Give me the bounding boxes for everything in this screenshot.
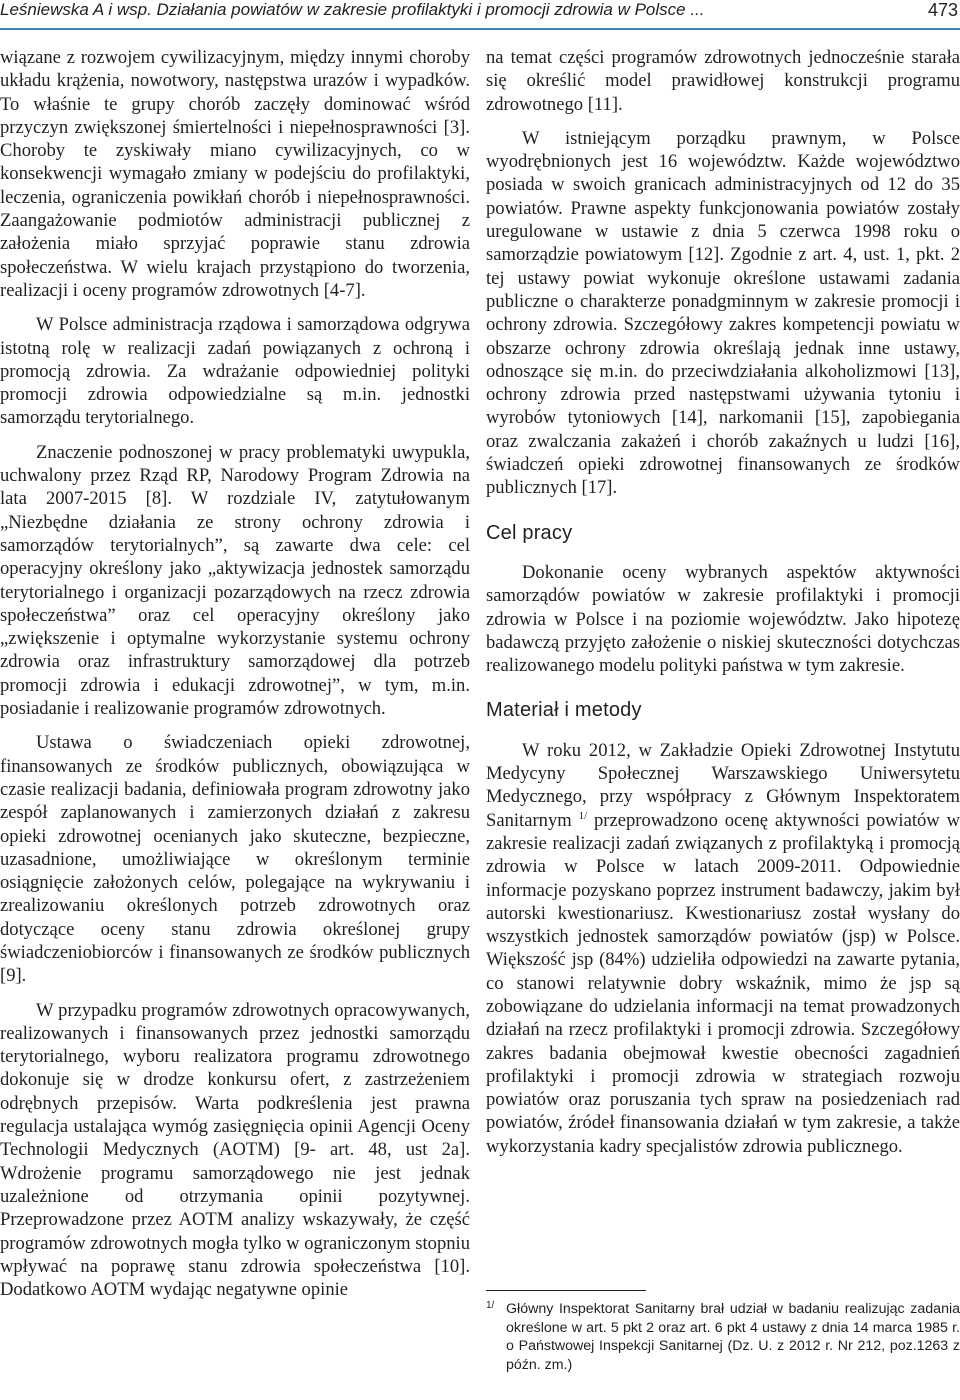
paragraph: Dokonanie oceny wybranych aspektów aktywności samorządów powiatów w zakresie profilaktyki i promocji zdrowia w Polsce i na poziomie województw. Jako hipotezę badawczą przyjęto założenie o niskiej skuteczności dotychczas realizowanego modelu polityki państwa w tym zakresie. (486, 561, 960, 677)
paragraph (486, 739, 960, 1158)
header-rule (0, 28, 960, 30)
footnote-reference[interactable]: 1/ (578, 809, 588, 822)
paragraph: na temat części programów zdrowotnych jednocześnie starała się określić model prawidłowej konstrukcji programu zdrowotnego [11]. (486, 47, 960, 115)
paragraph: W Polsce administracja rządowa i samorządowa odgrywa istotną rolę w realizacji zadań powiązanych z ochroną i promocją zdrowia. Za wdrażanie odpowiedniej polityki promocji zdrowia odpowiedzialne są m.in. jednostki samorządu terytorialnego. (0, 314, 470, 429)
paragraph-text: W roku 2012, w Zakładzie Opieki Zdrowotnej Instytutu Medycyny Społecznej Warszawskiego Uniwersytetu Medycznego, przy współpracy z Głównym Inspektoratem Sanitarnym (486, 739, 960, 831)
page-number: 473 (927, 0, 958, 20)
paragraph: W istniejącym porządku prawnym, w Polsce wyodrębnionych jest 16 województw. Każde województwo posiada w swoich granicach administracyjnych od 12 do 35 powiatów. Prawne aspekty funkcjonowania powiatów zostały uregulowane w ustawie z dnia 5 czerwca 1998 roku o samorządzie powiatowym [12]. Zgodnie z art. 4, ust. 1, pkt. 2 tej ustawy powiat wykonuje określone ustawami zadania publiczne o charakterze ponadgminnym w zakresie promocji i ochrony zdrowia. Szczegółowy zakres kompetencji powiatu w obszarze ochrony zdrowia określają jednak inne ustawy, odnoszące się m.in. do przeciwdziałania alkoholizmowi [13], ochrony zdrowia przed następstwami używania tytoniu i wyrobów tytoniowych [14], narkomanii [15], zapobiegania oraz zwalczania zakażeń i chorób zakaźnych u ludzi [16], świadczeń opieki zdrowotnej finansowanych ze środków publicznych [17]. (486, 127, 960, 499)
paragraph: W przypadku programów zdrowotnych opracowywanych, realizowanych i finansowanych przez jednostki samorządu terytorialnego, wyboru realizatora programu zdrowotnego dokonuje się w drodze konkursu ofert, z zastrzeżeniem odrębnych przepisów. Warta podkreślenia jest prawna regulacja ustalająca wymóg zasięgnięcia opinii Agencji Oceny Technologii Medycznych (AOTM) [9- art. 48, ust 2a]. Wdrożenie programu samorządowego nie jest jednak uzależnione od otrzymania opinii pozytywnej. Przeprowadzone przez AOTM analizy wskazywały, że część programów zdrowotnych mogła tylko w ograniczonym stopniu wpływać na poprawę stanu zdrowia społeczeństwa [10]. Dodatkowo AOTM wydając negatywne opinie (0, 999, 470, 1301)
paragraph: Znaczenie podnoszonej w pracy problematyki uwypukla, uchwalony przez Rząd RP, Narodowy Program Zdrowia na lata 2007-2015 [8]. W rozdziale IV, zatytułowanym „Niezbędne działania ze strony ochrony zdrowia i samorządów terytorialnych”, są zawarte dwa cele: cel operacyjny określony jako „aktywizacja jednostek samorządu terytorialnego i organizacji pozarządowych na rzecz zdrowia społeczeństwa” oraz cel operacyjny określony jako „zwiększenie i optymalne wykorzystanie systemu ochrony zdrowia oraz infrastruktury samorządowej dla potrzeb promocji zdrowia i edukacji zdrowotnej”, w tym, m.in. posiadanie i realizowanie programów zdrowotnych. (0, 441, 470, 720)
running-header-title: Leśniewska A i wsp. Działania powiatów w zakresie profilaktyki i promocji zdrowia w Polsce ... (0, 0, 705, 19)
paragraph: Ustawa o świadczeniach opieki zdrowotnej, finansowanych ze środków publicznych, obowiązująca w czasie realizacji badania, definiowała program zdrowotny jako zespół zaplanowanych i zamierzonych działań z zakresu opieki zdrowotnej ocenianych jako skuteczne, bezpieczne, uzasadnione, umożliwiające w określonym terminie osiągnięcie założonych celów, polegające na wykrywaniu i zrealizowaniu określonych potrzeb zdrowotnych oraz dotyczące oceny stanu zdrowia określonej grupy świadczeniobiorców i finansowanych ze środków publicznych [9]. (0, 732, 470, 987)
section-heading-methods: Materiał i metody (486, 699, 642, 722)
paragraph: wiązane z rozwojem cywilizacyjnym, między innymi choroby układu krążenia, nowotwory, następstwa urazów i wypadków. To właśnie te grupy chorób zaczęły dominować wśród przyczyn zwiększonej śmiertelności i niepełnosprawności [3]. Choroby te zyskiwały miano cywilizacyjnych, co w konsekwencji wymagało zmiany w podejściu do profilaktyki, leczenia, ograniczenia powikłań chorób i niepełnosprawności. Zaangażowanie podmiotów administracji publicznej z założenia miało sprzyjać poprawie stanu zdrowia społeczeństwa. W wielu krajach przystąpiono do tworzenia, realizacji i oceny programów zdrowotnych [4-7]. (0, 47, 470, 301)
paragraph-text: przeprowadzono ocenę aktywności powiatów w zakresie realizacji zadań związanych z profilaktyką i promocją zdrowia w Polsce w latach 2009-2011. Odpowiednie informacje pozyskano poprzez instrument badawczy, jakim był autorski kwestionariusz. Kwestionariusz został wysłany do wszystkich jednostek samorządów powiatów (jsp) w Polsce. Większość jsp (84%) udzieliła odpowiedzi na zawarte pytania, co stanowi relatywnie dobry wskaźnik, mimo że jsp są zobowiązane do udzielania informacji na temat prowadzonych działań na rzecz profilaktyki i promocji zdrowia. Szczegółowy zakres badania obejmował kwestie obecności zagadnień profilaktyki i promocji zdrowia w strategiach rozwoju powiatów oraz poruszania tych spraw na posiedzeniach rad powiatów, źródeł finansowania działań w tym zakresie, a także wykorzystania kadry specjalistów zdrowia publicznego. (486, 809, 960, 1157)
left-column (0, 46, 470, 1312)
section-heading-aim: Cel pracy (486, 521, 573, 544)
footnote-mark: 1/ (486, 1300, 495, 1311)
right-column (486, 46, 960, 1169)
footnote (486, 1300, 960, 1374)
footnote-rule (486, 1290, 646, 1291)
footnote-text: Główny Inspektorat Sanitarny brał udział w badaniu realizując zadania określone w art. 5 pkt 2 oraz art. 6 pkt 4 ustawy z dnia 14 marca 1985 r. o Państwowej Inspekcji Sanitarnej (Dz. U. z 2012 r. Nr 212, poz.1263 z późn. zm.) (506, 1301, 960, 1373)
running-header (0, 0, 960, 26)
